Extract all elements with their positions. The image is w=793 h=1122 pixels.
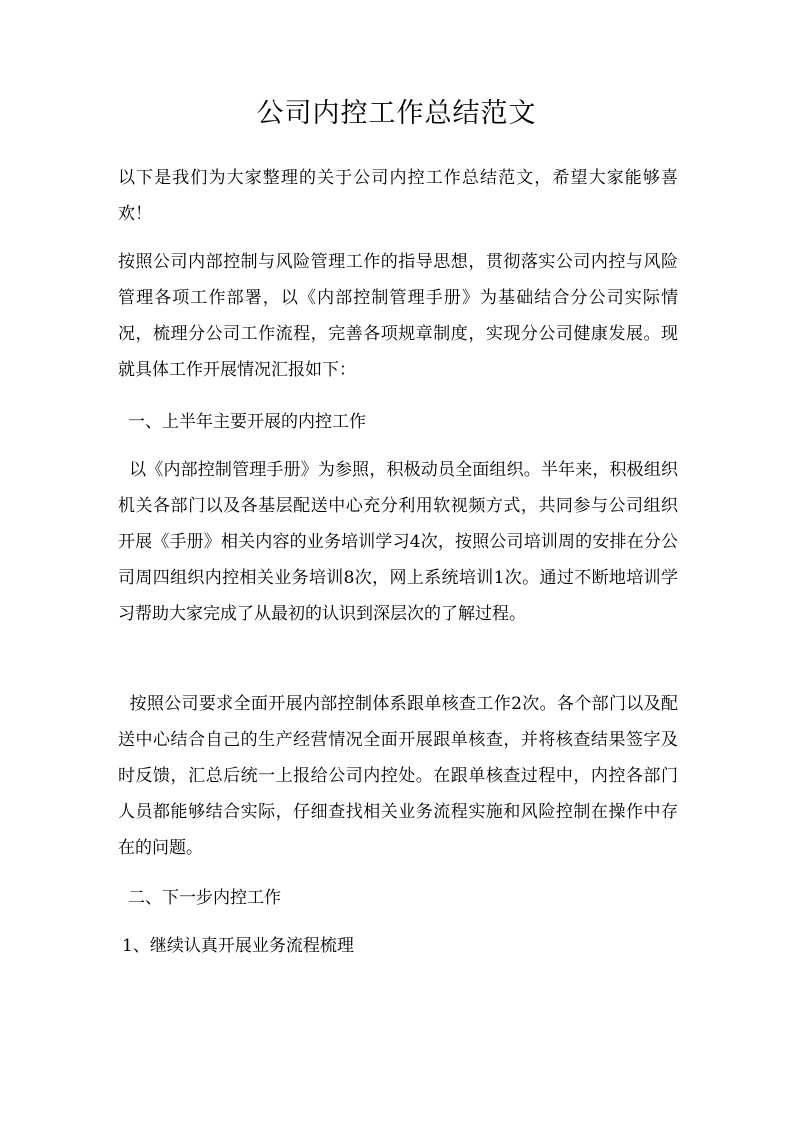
- section-heading-2: 二、下一步内控工作: [128, 888, 281, 908]
- body-paragraph-3-text: 按照公司要求全面开展内部控制体系跟单核查工作2次。各个部门以及配送中心结合自己的生产经营情况全面开展跟单核查，并将核查结果签字及时反馈，汇总后统一上报给公司内控处。在跟单核查过程中，内控各部门人员都能够结合实际，仔细查找相关业务流程实施和风险控制在操作中存在的问题。: [118, 694, 678, 858]
- section-heading-1: 一、上半年主要开展的内控工作: [128, 412, 366, 432]
- document-title: 公司内控工作总结范文: [256, 98, 537, 129]
- paragraph-indent: [118, 460, 129, 480]
- body-paragraph-2: [118, 452, 678, 632]
- paragraph-indent: [118, 694, 130, 714]
- body-paragraph-3: [118, 686, 678, 866]
- subsection-heading-1: 1、继续认真开展业务流程梳理: [122, 936, 354, 956]
- body-paragraph-1: 按照公司内部控制与风险管理工作的指导思想，贯彻落实公司内控与风险管理各项工作部署，以《内部控制管理手册》为基础结合分公司实际情况，梳理分公司工作流程，完善各项规章制度，实现分公司健康发展。现就具体工作开展情况汇报如下：: [118, 252, 678, 380]
- intro-paragraph: 以下是我们为大家整理的关于公司内控工作总结范文，希望大家能够喜欢！: [118, 168, 678, 224]
- body-paragraph-2-text: 以《内部控制管理手册》为参照，积极动员全面组织。半年来，积极组织机关各部门以及各基层配送中心充分利用软视频方式，共同参与公司组织开展《手册》相关内容的业务培训学习4次，按照公司培训周的安排在分公司周四组织内控相关业务培训8次，网上系统培训1次。通过不断地培训学习帮助大家完成了从最初的认识到深层次的了解过程。: [118, 460, 678, 624]
